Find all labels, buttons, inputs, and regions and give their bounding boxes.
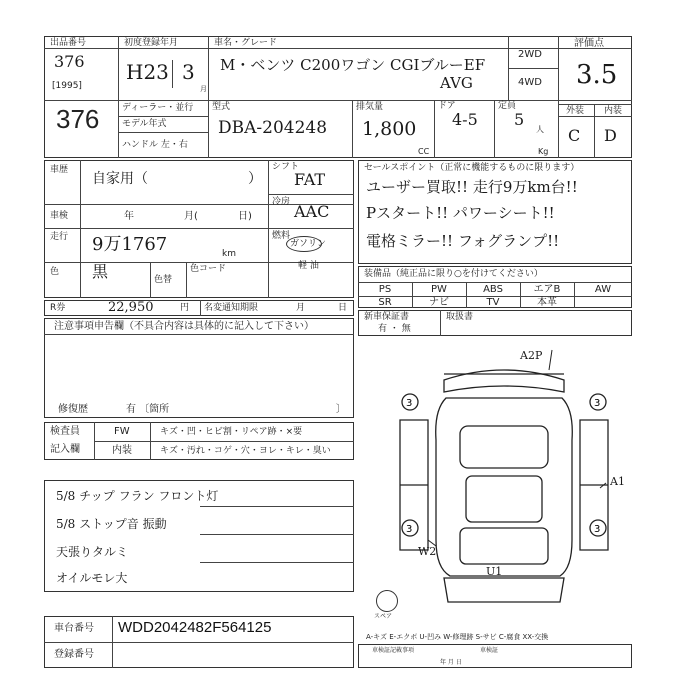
manual-options: 有 ・ 無 xyxy=(378,324,411,334)
drive-2wd: 2WD xyxy=(518,49,542,60)
divider xyxy=(44,334,354,335)
manual-label: 新車保証書 xyxy=(364,312,410,322)
r-ticket-label: R券 xyxy=(50,303,66,313)
repair-label: 修復歴 xyxy=(58,404,88,415)
interior-grade: D xyxy=(604,126,617,145)
divider xyxy=(434,100,435,158)
seats-value: 5 xyxy=(514,110,525,129)
divider xyxy=(200,300,201,316)
equip-leather: 本革 xyxy=(537,297,557,308)
divider xyxy=(172,60,173,88)
divider xyxy=(594,104,595,158)
r-ticket-value: 22,950 xyxy=(108,300,154,315)
exterior-grade: C xyxy=(568,126,581,145)
divider xyxy=(558,116,632,117)
seats-label: 定員 xyxy=(498,101,517,111)
model-value: DBA-204248 xyxy=(218,118,328,138)
color-value: 黒 xyxy=(92,262,109,281)
equip-aw: AW xyxy=(594,284,612,295)
divider xyxy=(44,48,632,49)
divider xyxy=(268,160,269,298)
notice-label: 名変通知期限 xyxy=(204,303,259,313)
manual-sub-label: 取扱書 xyxy=(446,312,474,322)
note-line-2: 5/8 ストップ音 振動 xyxy=(56,517,167,531)
model-year-label: モデル年式 xyxy=(122,119,167,129)
divider xyxy=(186,262,187,298)
color-code-label: 色コード xyxy=(190,264,227,274)
doors-label: ドア xyxy=(438,101,456,111)
car-grade: AVG xyxy=(440,74,473,92)
equip-abs: ABS xyxy=(483,284,503,295)
wheel-rl: 3 xyxy=(406,524,413,535)
equip-navi: ナビ xyxy=(429,297,449,308)
fuel-label: 燃料 xyxy=(272,231,291,241)
inspection-month: 月( xyxy=(184,211,198,222)
sales-points-label: セールスポイント（正常に機能するものに限ります） xyxy=(364,163,580,173)
equip-airbag: エアB xyxy=(533,284,561,295)
car-name: M・ベンツ C200ワゴン CGIブルーEF xyxy=(220,56,486,74)
inspector-label-2: 記入欄 xyxy=(50,444,80,455)
damage-u1: U1 xyxy=(486,565,503,578)
divider xyxy=(200,534,354,535)
displacement-label: 排気量 xyxy=(356,102,384,112)
ac-value: AAC xyxy=(294,202,330,221)
fuel-sub: 軽 油 xyxy=(298,261,319,271)
month-unit: 月 xyxy=(200,85,207,93)
color-change-label: 色替 xyxy=(154,275,173,285)
damage-a2p: A2P xyxy=(520,349,543,362)
damage-w2: W2 xyxy=(418,545,437,558)
displacement-value: 1,800 xyxy=(362,118,417,140)
doors-value: 4-5 xyxy=(452,110,478,129)
footer-small-2: 車検証 xyxy=(480,647,499,654)
footer-small-1: 車検証記載事項 xyxy=(372,647,415,654)
divider xyxy=(44,228,354,229)
mileage-label: 走行 xyxy=(50,232,69,242)
chassis-value: WDD2042482F564125 xyxy=(118,619,272,636)
equip-tv: TV xyxy=(486,297,500,308)
sales-line-1: ユーザー買取!! 走行9万km台!! xyxy=(366,178,578,196)
model-label: 型式 xyxy=(212,102,231,112)
drive-4wd: 4WD xyxy=(518,77,542,88)
equip-pw: PW xyxy=(431,284,447,295)
divider xyxy=(494,100,495,158)
sales-line-3: 電格ミラー!! フォグランプ!! xyxy=(366,232,560,250)
inspector-fw-items: キズ・凹・ヒビ割・リペア跡・×要 xyxy=(160,427,303,437)
notice-month: 月 xyxy=(296,303,306,313)
lot-year: [1995] xyxy=(52,81,82,91)
mileage-value: 9万1767 xyxy=(92,234,168,255)
divider xyxy=(558,36,559,158)
lot-big-number: 376 xyxy=(56,104,100,134)
score-label: 評価点 xyxy=(574,38,604,49)
equip-sr: SR xyxy=(378,297,392,308)
equip-ps: PS xyxy=(378,284,392,295)
inspector-in: 内装 xyxy=(112,445,132,456)
damage-legend: A-キズ E-エクボ U-凹み W-修理跡 S-サビ C-腐食 XX-交換 xyxy=(366,633,549,641)
reg-label: 登録番号 xyxy=(54,649,94,660)
fuel-value: ガソリン xyxy=(290,239,327,249)
yen-label: 円 xyxy=(180,303,190,313)
note-line-4: オイルモレ大 xyxy=(56,571,128,585)
notes-label: 注意事項申告欄（不具合内容は具体的に記入して下さい） xyxy=(54,321,314,332)
divider xyxy=(118,116,208,117)
wheel-rr: 3 xyxy=(594,524,601,535)
body-type-label: 車歴 xyxy=(50,165,69,175)
shift-value: FAT xyxy=(294,170,326,189)
car-name-label: 車名・グレード xyxy=(214,38,278,48)
divider xyxy=(118,132,208,133)
exterior-label: 外装 xyxy=(566,106,585,116)
seats-unit: 人 xyxy=(536,125,544,134)
r-ticket-frame xyxy=(44,300,354,316)
car-diagram xyxy=(374,340,634,610)
lot-label: 出品番号 xyxy=(50,38,87,48)
divider xyxy=(200,506,354,507)
divider xyxy=(268,194,354,195)
divider xyxy=(208,100,209,158)
inspection-year: 年 xyxy=(124,211,134,222)
dealer-label: ディーラー・並行 xyxy=(122,103,194,113)
notice-day: 日 xyxy=(338,303,348,313)
score-value: 3.5 xyxy=(576,60,618,90)
divider xyxy=(558,104,632,105)
first-reg-label: 初度登録年月 xyxy=(124,38,179,48)
kg-label: Kg xyxy=(538,147,549,156)
divider xyxy=(352,100,353,158)
note-line-1: 5/8 チップ フラン フロント灯 xyxy=(56,489,219,503)
spare-label: スペア xyxy=(374,613,393,620)
note-line-3: 天張りタルミ xyxy=(56,545,129,559)
inspection-label: 車検 xyxy=(50,211,69,221)
divider xyxy=(80,160,81,298)
body-type-end: ） xyxy=(248,171,262,187)
sales-line-2: Pスタート!! パワーシート!! xyxy=(366,204,555,222)
first-reg-month: 3 xyxy=(182,60,195,84)
inspector-label: 検査員 xyxy=(50,426,80,437)
wheel-fr: 3 xyxy=(594,398,601,409)
first-reg-era: H23 xyxy=(126,60,169,84)
cc-label: CC xyxy=(418,147,430,156)
divider xyxy=(44,642,354,643)
damage-a1: A1 xyxy=(610,475,625,488)
divider xyxy=(358,282,632,283)
inspector-fw: FW xyxy=(114,426,130,437)
color-label: 色 xyxy=(50,267,60,277)
repair-value: 有 〔箇所 xyxy=(126,404,170,415)
handle-label: ハンドル 左・右 xyxy=(122,140,188,150)
km-label: km xyxy=(222,249,236,259)
wheel-fl: 3 xyxy=(406,398,413,409)
lot-hand-number: 376 xyxy=(54,52,85,71)
repair-end: 〕 xyxy=(336,404,346,415)
divider xyxy=(150,262,151,298)
notes-frame xyxy=(44,318,354,418)
footer-ymd: 年 月 日 xyxy=(440,659,462,666)
divider xyxy=(94,441,354,442)
divider xyxy=(208,36,209,100)
chassis-label: 車台番号 xyxy=(54,623,94,634)
shift-label: シフト xyxy=(272,162,300,172)
divider xyxy=(118,36,119,158)
divider xyxy=(440,310,441,336)
divider xyxy=(508,68,558,69)
equipment-label: 装備品（純正品に限り○を付けてください） xyxy=(364,269,543,279)
inspector-in-items: キズ・汚れ・コゲ・穴・ヨレ・キレ・臭い xyxy=(160,446,331,456)
interior-label: 内装 xyxy=(604,106,623,116)
body-type-value: 自家用（ xyxy=(92,171,148,187)
spare-tire-icon xyxy=(376,590,398,612)
inspection-day: 日) xyxy=(238,211,252,222)
divider xyxy=(200,562,354,563)
ac-label: 冷房 xyxy=(272,197,291,207)
divider xyxy=(44,100,632,101)
